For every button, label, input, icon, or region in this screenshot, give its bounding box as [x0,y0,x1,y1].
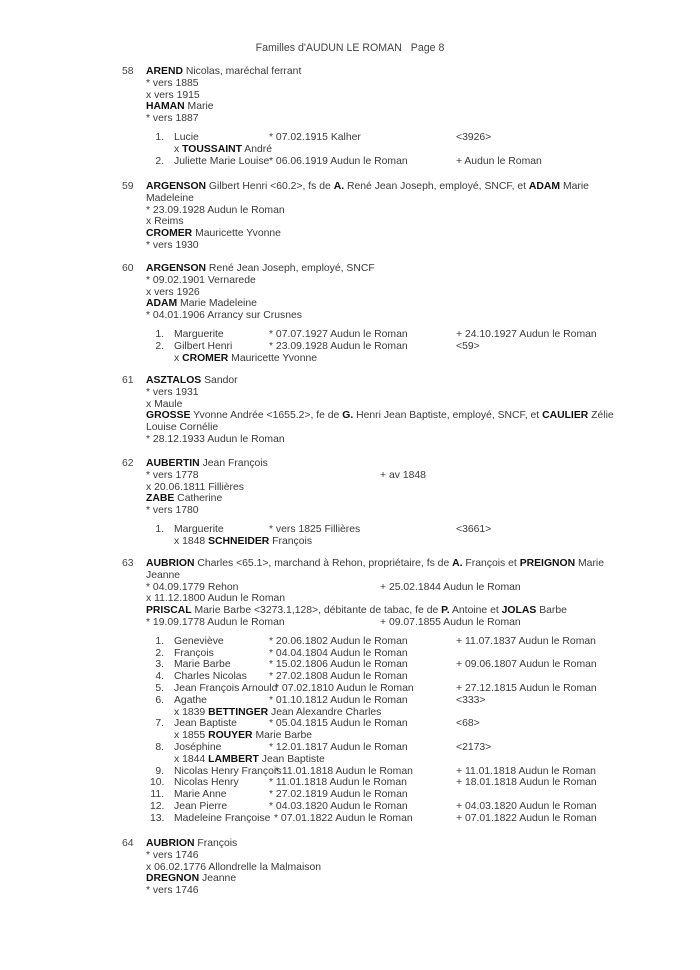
entry-number: 64 [122,838,134,849]
given-names: Sandor [201,375,238,386]
child-row [150,329,622,341]
entry-body [146,263,622,364]
children-list [150,636,622,825]
entry-number: 59 [122,181,134,192]
child-marriage [174,707,622,719]
child-name: Juliette Marie Louise [174,155,270,167]
spouse [146,101,622,113]
spouse [146,228,622,240]
spouse-surname: SCHNEIDER [208,535,270,547]
child-death: <68> [456,718,480,730]
given-names: Mauricette Yvonne [192,228,281,240]
child-row [150,695,622,707]
spouse-given-names: Jean Baptiste [258,753,325,765]
family-entry [122,458,622,548]
spouse-event-line: * vers 1887 [146,113,199,125]
child-number: 11. [150,789,164,801]
child-death: + 11.07.1837 Audun le Roman [456,635,596,647]
family-entry [122,66,622,167]
parent-initial: A. [452,558,463,569]
child-birth: * 11.01.1818 Audun le Roman [275,765,413,777]
child-number: 6. [155,694,164,706]
entry-body [146,838,622,897]
spouse-event-line: * vers 1746 [146,885,199,897]
child-name: Jean Pierre [174,800,228,812]
child-name: Charles Nicolas [174,671,247,683]
spouse-event-line: * 04.01.1906 Arrancy sur Crusnes [146,310,302,322]
surname: GROSSE [146,410,191,422]
child-name: Agathe [174,694,207,706]
child-death: <333> [456,694,486,706]
child-death: + 09.06.1807 Audun le Roman [456,659,597,671]
head-of-family [146,558,622,582]
head-of-family [146,838,622,850]
child-birth: * 07.02.1915 Kalher [269,131,361,143]
given-names: Marie Madeleine [177,298,257,310]
mother-surname: PREIGNON [519,558,576,569]
children-list [150,329,622,364]
child-row [150,132,622,144]
child-name: Nicolas Henry [174,777,239,789]
birth: * vers 1778 [146,469,199,481]
entry-body [146,181,622,252]
child-birth: * vers 1825 Fillières [269,523,361,535]
entry-number: 63 [122,558,134,569]
child-number: 12. [150,800,165,812]
child-row [150,742,622,754]
mother-surname: CAULIER [542,410,589,422]
child-name: Madeleine Françoise [174,812,271,824]
child-name: Joséphine [174,741,222,753]
child-death: + Audun le Roman [456,155,542,167]
mother-surname: ADAM [528,181,561,192]
birth-death-line [146,582,622,594]
family-entry [122,375,622,446]
child-number: 2. [155,647,164,659]
child-birth: * 07.02.1810 Audun le Roman [275,682,414,694]
parent-initial: A. [333,181,345,192]
spouse-event-line: * vers 1930 [146,239,199,251]
marriage-prefix: x 1848 [174,535,209,547]
head-of-family [146,375,622,387]
child-row [150,156,622,168]
spouse [146,605,622,617]
child-number: 4. [155,671,164,683]
child-row [150,789,622,801]
parent-initial: G. [342,410,354,422]
family-entry [122,838,622,897]
child-marriage [174,353,622,365]
child-marriage [174,536,622,548]
child-row [150,777,622,789]
child-row [150,524,622,536]
entry-number: 60 [122,263,134,274]
entry-number: 58 [122,66,134,77]
page-header [0,42,700,54]
child-birth: * 04.03.1820 Audun le Roman [269,800,408,812]
parent-initial: P. [441,605,450,617]
mother-given-names: Marie Madeleine [146,181,589,204]
child-name: Marguerite [174,328,224,340]
surname: ARGENSON [146,181,207,192]
child-birth: * 20.06.1802 Audun le Roman [269,635,408,647]
child-death: + 27.12.1815 Audun le Roman [456,682,597,694]
event-line: x vers 1926 [146,286,200,298]
child-name: Marie Barbe [174,659,231,671]
spouse-event-line: * vers 1780 [146,505,199,517]
family-entry [122,263,622,364]
entry-body [146,375,622,446]
surname: ARGENSON [146,263,207,274]
child-birth: * 23.09.1928 Audun le Roman [269,340,408,352]
child-number: 1. [155,523,164,535]
surname: HAMAN [146,101,185,113]
surname: AUBERTIN [146,458,200,469]
child-name: Marie Anne [174,789,227,801]
spouse-given-names: Mauricette Yvonne [228,352,318,364]
surname: CROMER [146,228,193,240]
spouse-given-names: François [269,535,313,547]
child-name: Lucie [174,131,199,143]
head-of-family [146,66,622,78]
page-number: 8 [438,42,445,54]
marriage-prefix: x [174,143,183,155]
marriage-prefix: x 1844 [174,753,209,765]
head-of-family [146,263,622,275]
death: + av 1848 [380,469,426,481]
child-number: 1. [155,635,164,647]
given-names: Jeanne [199,873,237,885]
child-name: Jean François Arnould [174,682,278,694]
entry-body [146,458,622,548]
spouse-surname: LAMBERT [208,753,259,765]
family-entry [122,558,622,825]
child-number: 5. [155,682,164,694]
spouse-event-line: * 28.12.1933 Audun le Roman [146,433,285,445]
surname: AUBRION [146,558,195,569]
given-names: Jean François [199,458,268,469]
child-row [150,801,622,813]
marriage-prefix: x 1855 [174,730,209,742]
child-birth: * 04.04.1804 Audun le Roman [269,647,408,659]
child-number: 2. [155,340,164,352]
child-birth: * 11.01.1818 Audun le Roman [269,777,407,789]
family-entry [122,181,622,252]
children-list [150,132,622,167]
spouse-surname: TOUSSAINT [182,143,242,155]
parent-details: Antoine et [449,605,502,617]
child-number: 1. [155,131,164,143]
child-number: 1. [155,328,164,340]
child-birth: * 27.02.1808 Audun le Roman [269,671,408,683]
birth: * 04.09.1779 Rehon [146,581,239,593]
parent-details: René Jean Joseph, employé, SNCF, et [344,181,529,192]
surname: ZABE [146,493,175,505]
child-death: <3661> [456,523,492,535]
child-name: François [174,647,214,659]
event-line: x Maule [146,398,183,410]
child-birth: * 07.01.1822 Audun le Roman [274,812,413,824]
child-row [150,341,622,353]
document-title: Familles d'AUDUN LE ROMAN [255,42,402,54]
given-names: Charles <65.1>, marchand à Rehon, propriétaire, fs de [194,558,453,569]
event-line: * 09.02.1901 Vernarede [146,274,256,286]
spouse-given-names: André [241,143,272,155]
surname: AREND [146,66,183,77]
children-list [150,524,622,548]
marriage-prefix: x 1839 [174,706,209,718]
surname: PRISCAL [146,605,192,617]
child-death: <2173> [456,741,492,753]
surname: DREGNON [146,873,200,885]
spouse [146,873,622,885]
child-birth: * 05.04.1815 Audun le Roman [269,718,408,730]
child-number: 9. [155,765,164,777]
child-number: 8. [155,741,164,753]
entry-body [146,558,622,825]
child-birth: * 15.02.1806 Audun le Roman [269,659,408,671]
child-death: <59> [456,340,480,352]
event-line: x vers 1915 [146,89,200,101]
spouse [146,410,622,434]
mother-given-names: Barbe [536,605,567,617]
child-row [150,648,622,660]
spouse [146,298,622,310]
child-birth: * 07.07.1927 Audun le Roman [269,328,408,340]
spouse-birth-death-line [146,617,622,629]
child-row [150,683,622,695]
child-birth: * 27.02.1819 Audun le Roman [269,789,408,801]
parent-details: Henri Jean Baptiste, employé, SNCF, et [353,410,543,422]
entry-number: 61 [122,375,134,386]
spouse-surname: BETTINGER [208,706,269,718]
given-names: René Jean Joseph, employé, SNCF [206,263,375,274]
head-of-family [146,181,622,205]
death: + 09.07.1855 Audun le Roman [380,616,521,628]
given-names: Nicolas, maréchal ferrant [182,66,302,77]
entry-body [146,66,622,167]
child-row [150,671,622,683]
child-death: + 11.01.1818 Audun le Roman [456,765,596,777]
child-number: 7. [155,718,164,730]
child-death: <3926> [456,131,492,143]
spouse [146,493,622,505]
page-label: Page [410,42,436,54]
entry-number: 62 [122,458,134,469]
given-names: Gilbert Henri <60.2>, fs de [206,181,334,192]
parent-details: François et [462,558,520,569]
child-number: 10. [150,777,165,789]
child-row [150,718,622,730]
child-death: + 24.10.1927 Audun le Roman [456,328,597,340]
mother-given-names: Zélie Louise Cornélie [146,410,614,434]
spouse-given-names: Jean Alexandre Charles [268,706,382,718]
child-name: Nicolas Henry François [174,765,282,777]
child-row [150,766,622,778]
child-birth: * 06.06.1919 Audun le Roman [269,155,408,167]
event-line: * vers 1931 [146,386,199,398]
event-line: x Reims [146,216,184,228]
spouse-surname: ROUYER [208,730,253,742]
death: + 25.02.1844 Audun le Roman [380,581,521,593]
birth: * 19.09.1778 Audun le Roman [146,616,285,628]
child-name: Geneviève [174,635,224,647]
spouse-surname: CROMER [182,352,229,364]
child-marriage [174,144,622,156]
child-row [150,636,622,648]
child-death: + 18.01.1818 Audun le Roman [456,777,597,789]
surname: AUBRION [146,838,195,849]
given-names: Marie Barbe <3273.1,128>, débitante de tabac, fe de [191,605,442,617]
child-death: + 07.01.1822 Audun le Roman [456,812,597,824]
child-name: Marguerite [174,523,224,535]
event-line: * vers 1885 [146,77,199,89]
birth-death-line [146,470,622,482]
given-names: François [194,838,238,849]
surname: ADAM [146,298,178,310]
marriage-prefix: x [174,352,183,364]
given-names: Catherine [174,493,223,505]
child-row [150,813,622,825]
child-death: + 04.03.1820 Audun le Roman [456,800,597,812]
given-names: Marie [184,101,214,113]
child-number: 13. [150,812,165,824]
child-name: Jean Baptiste [174,718,237,730]
spouse-given-names: Marie Barbe [252,730,313,742]
event-line: x 20.06.1811 Fillières [146,481,244,493]
surname: ASZTALOS [146,375,202,386]
mother-given-names: Marie Jeanne [146,558,604,581]
mother-surname: JOLAS [501,605,537,617]
child-birth: * 12.01.1817 Audun le Roman [269,741,408,753]
event-line: x 11.12.1800 Audun le Roman [146,593,286,605]
child-birth: * 01.10.1812 Audun le Roman [269,694,408,706]
child-marriage [174,754,622,766]
child-row [150,659,622,671]
child-number: 2. [155,155,164,167]
child-name: Gilbert Henri [174,340,233,352]
event-line: x 06.02.1776 Allondrelle la Malmaison [146,861,322,873]
event-line: * 23.09.1928 Audun le Roman [146,204,285,216]
child-number: 3. [155,659,164,671]
child-marriage [174,730,622,742]
event-line: * vers 1746 [146,849,199,861]
given-names: Yvonne Andrée <1655.2>, fe de [190,410,343,422]
head-of-family [146,458,622,470]
